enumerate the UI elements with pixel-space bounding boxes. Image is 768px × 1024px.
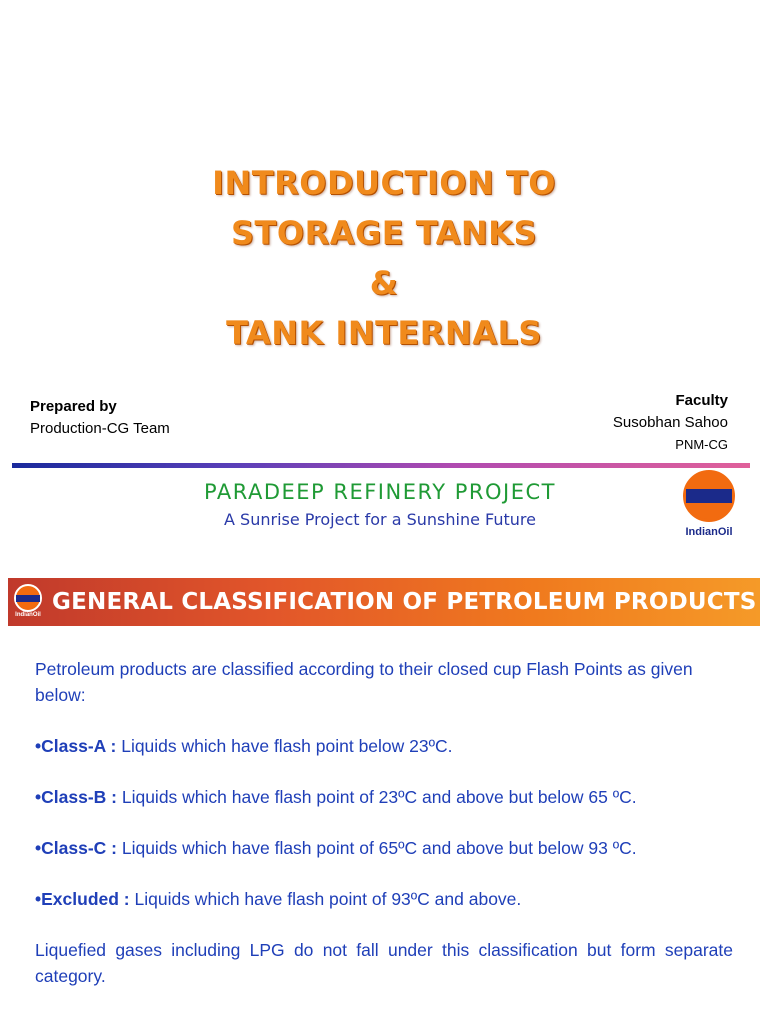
prepared-by-value: Production-CG Team [30,420,170,437]
class-a-text: Liquids which have flash point below 23ºC. [116,736,453,756]
intro-paragraph: Petroleum products are classified according to their closed cup Flash Points as given below: [35,659,693,705]
class-b-text: Liquids which have flash point of 23ºC and above but below 65 ºC. [116,787,637,807]
indianoil-small-logo-label: IndianOil [15,612,41,618]
faculty-dept: PNM-CG [675,437,728,452]
class-b-label: •Class-B : [35,787,117,807]
project-tagline: A Sunrise Project for a Sunshine Future [224,510,536,529]
classification-slide [0,578,768,1024]
class-a-label: •Class-A : [35,736,117,756]
indianoil-logo-icon [683,470,735,522]
lpg-note: Liquefied gases including LPG do not fall under this classification but form separate category. [35,940,733,986]
slide-title [0,158,768,358]
heading-banner [8,578,760,626]
title-line-3: & [369,264,399,302]
prepared-by-block [30,396,170,440]
excluded-item [35,886,733,912]
excluded-label: •Excluded : [35,889,130,909]
gradient-divider [12,463,750,468]
indianoil-small-logo [12,584,44,620]
class-b-item [35,784,733,810]
indianoil-logo [678,470,740,550]
faculty-label: Faculty [675,392,728,409]
faculty-block [613,390,728,456]
title-line-4: TANK INTERNALS [226,314,542,352]
class-c-item [35,835,733,861]
faculty-name: Susobhan Sahoo [612,414,728,431]
class-c-label: •Class-C : [35,838,117,858]
slide-body [35,656,733,989]
section-heading: GENERAL CLASSIFICATION OF PETROLEUM PRODUCTS [52,589,757,615]
project-banner [160,480,600,529]
prepared-by-label: Prepared by [30,398,117,415]
title-line-2: STORAGE TANKS [231,214,537,252]
indianoil-logo-label: IndianOil [685,526,733,538]
title-line-1: INTRODUCTION TO [212,164,556,202]
project-name: PARADEEP REFINERY PROJECT [204,480,556,504]
indianoil-small-logo-icon [14,584,42,612]
excluded-text: Liquids which have flash point of 93ºC and above. [129,889,522,909]
class-c-text: Liquids which have flash point of 65ºC and above but below 93 ºC. [116,838,637,858]
slide-separator [0,570,768,578]
class-a-item [35,733,733,759]
